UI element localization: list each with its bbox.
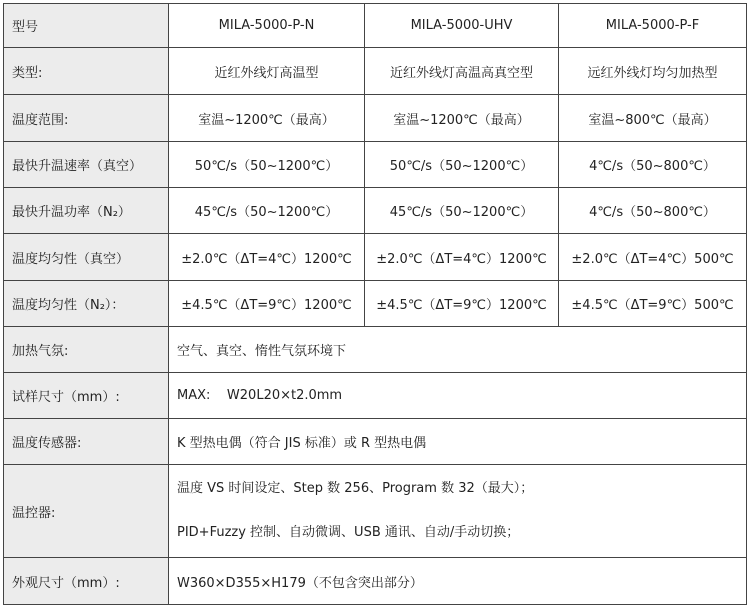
row-label: 类型: xyxy=(4,48,169,95)
table-row xyxy=(4,95,747,142)
row-value: 45℃/s（50~1200℃） xyxy=(365,188,559,234)
row-label: 试样尺寸（mm）: xyxy=(4,373,169,419)
model-name: MILA-5000-P-N xyxy=(169,4,365,48)
table-row xyxy=(4,327,747,373)
row-value: 远红外线灯均匀加热型 xyxy=(559,48,747,95)
header-row xyxy=(4,4,747,48)
table-row xyxy=(4,48,747,95)
row-label: 温控器: xyxy=(4,465,169,558)
row-value: 近红外线灯高温高真空型 xyxy=(365,48,559,95)
row-value: W360×D355×H179（不包含突出部分） xyxy=(169,558,747,605)
row-value: ±2.0℃（ΔT=4℃）1200℃ xyxy=(169,234,365,281)
controller-value xyxy=(169,465,747,558)
row-value: 室温~800℃（最高） xyxy=(559,95,747,142)
header-label: 型号 xyxy=(4,4,169,48)
table-row xyxy=(4,558,747,605)
row-value: 室温~1200℃（最高） xyxy=(365,95,559,142)
row-label: 温度传感器: xyxy=(4,419,169,465)
model-name: MILA-5000-UHV xyxy=(365,4,559,48)
row-value: 4℃/s（50~800℃） xyxy=(559,142,747,188)
model-name: MILA-5000-P-F xyxy=(559,4,747,48)
row-label: 加热气氛: xyxy=(4,327,169,373)
row-value: 50℃/s（50~1200℃） xyxy=(169,142,365,188)
row-value: ±4.5℃（ΔT=9℃）1200℃ xyxy=(169,281,365,327)
controller-line: 温度 VS 时间设定、Step 数 256、Program 数 32（最大）； xyxy=(177,481,534,496)
row-label: 温度均匀性（真空） xyxy=(4,234,169,281)
row-label: 温度范围: xyxy=(4,95,169,142)
table-row xyxy=(4,234,747,281)
row-value: 近红外线灯高温型 xyxy=(169,48,365,95)
table-row xyxy=(4,465,747,558)
row-value: ±2.0℃（ΔT=4℃）1200℃ xyxy=(365,234,559,281)
row-value: 空气、真空、惰性气氛环境下 xyxy=(169,327,747,373)
row-label: 外观尺寸（mm）: xyxy=(4,558,169,605)
controller-line: PID+Fuzzy 控制、自动微调、USB 通讯、自动/手动切换； xyxy=(177,525,520,540)
spec-table xyxy=(3,3,747,605)
row-value: 4℃/s（50~800℃） xyxy=(559,188,747,234)
row-value: 50℃/s（50~1200℃） xyxy=(365,142,559,188)
row-value: MAX: W20L20×t2.0mm xyxy=(169,373,747,419)
row-value: ±4.5℃（ΔT=9℃）1200℃ xyxy=(365,281,559,327)
row-value: ±2.0℃（ΔT=4℃）500℃ xyxy=(559,234,747,281)
row-label: 最快升温功率（N₂） xyxy=(4,188,169,234)
row-value: K 型热电偶（符合 JIS 标准）或 R 型热电偶 xyxy=(169,419,747,465)
row-label: 最快升温速率（真空） xyxy=(4,142,169,188)
row-value: ±4.5℃（ΔT=9℃）500℃ xyxy=(559,281,747,327)
table-row xyxy=(4,419,747,465)
table-row xyxy=(4,281,747,327)
table-row xyxy=(4,188,747,234)
row-value: 室温~1200℃（最高） xyxy=(169,95,365,142)
table-row xyxy=(4,142,747,188)
row-value: 45℃/s（50~1200℃） xyxy=(169,188,365,234)
row-label: 温度均匀性（N₂）： xyxy=(4,281,169,327)
table-row xyxy=(4,373,747,419)
